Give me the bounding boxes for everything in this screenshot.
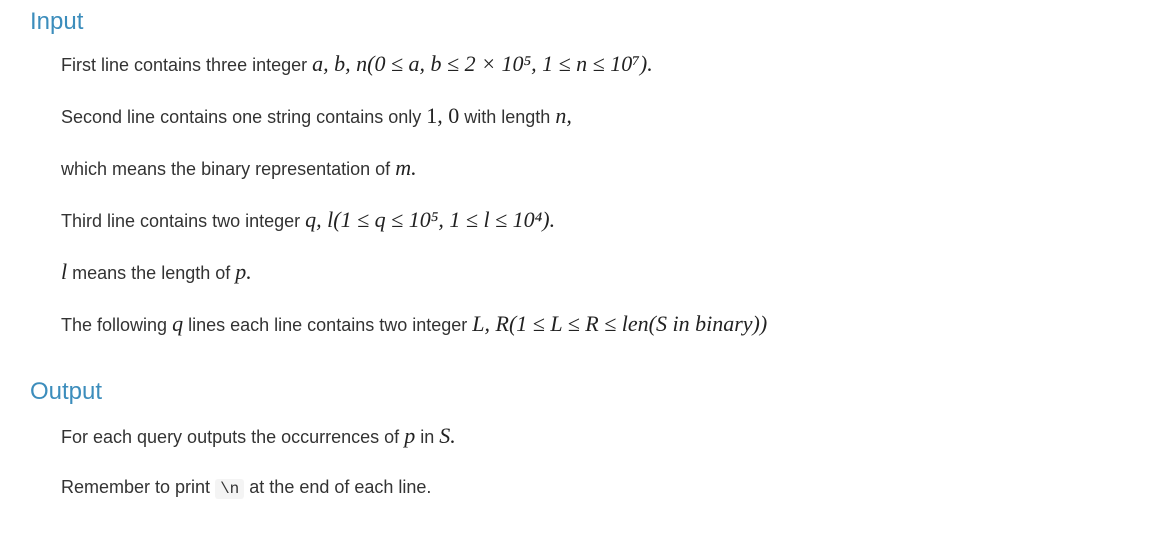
input-line-4-text: Third line contains two integer (61, 211, 301, 231)
output-line-1 (61, 423, 456, 450)
input-line-2 (61, 103, 572, 130)
input-line-1-text: First line contains three integer (61, 55, 308, 75)
input-line-3-math: m. (395, 155, 417, 180)
input-line-2-math-n: n, (555, 103, 572, 128)
input-line-1-math: a, b, n(0 ≤ a, b ≤ 2 × 10⁵, 1 ≤ n ≤ 10⁷). (312, 51, 653, 76)
output-line-2-text-after: at the end of each line. (249, 477, 432, 497)
input-heading: Input (30, 8, 84, 35)
input-line-2-math-values: 1, 0 (426, 103, 460, 128)
input-line-6-math-q: q (172, 311, 184, 336)
input-line-6 (61, 311, 767, 338)
input-line-5-math-p: p. (235, 259, 252, 284)
output-line-1-math-p: p (404, 423, 416, 448)
output-line-1-math-s: S. (439, 423, 456, 448)
input-line-2-text-after: with length (464, 107, 551, 127)
newline-code: \n (215, 479, 244, 499)
input-line-4-math: q, l(1 ≤ q ≤ 10⁵, 1 ≤ l ≤ 10⁴). (305, 207, 556, 232)
output-line-2 (61, 474, 431, 502)
input-line-2-text-before: Second line contains one string contains only (61, 107, 422, 127)
output-line-1-text-mid: in (420, 427, 435, 447)
input-line-6-text-before: The following (61, 315, 168, 335)
output-line-1-text-before: For each query outputs the occurrences of (61, 427, 400, 447)
input-line-6-text-after: lines each line contains two integer (188, 315, 468, 335)
input-line-1 (61, 51, 653, 78)
input-line-3-text: which means the binary representation of (61, 159, 391, 179)
input-line-5-math: l (61, 259, 68, 284)
output-line-2-text-before: Remember to print (61, 477, 211, 497)
input-line-6-math: L, R(1 ≤ L ≤ R ≤ len(S in binary)) (472, 311, 768, 336)
input-line-5 (61, 259, 252, 286)
output-heading: Output (30, 378, 103, 405)
input-line-3 (61, 155, 417, 182)
input-line-4 (61, 207, 555, 234)
input-line-5-text: means the length of (72, 263, 231, 283)
